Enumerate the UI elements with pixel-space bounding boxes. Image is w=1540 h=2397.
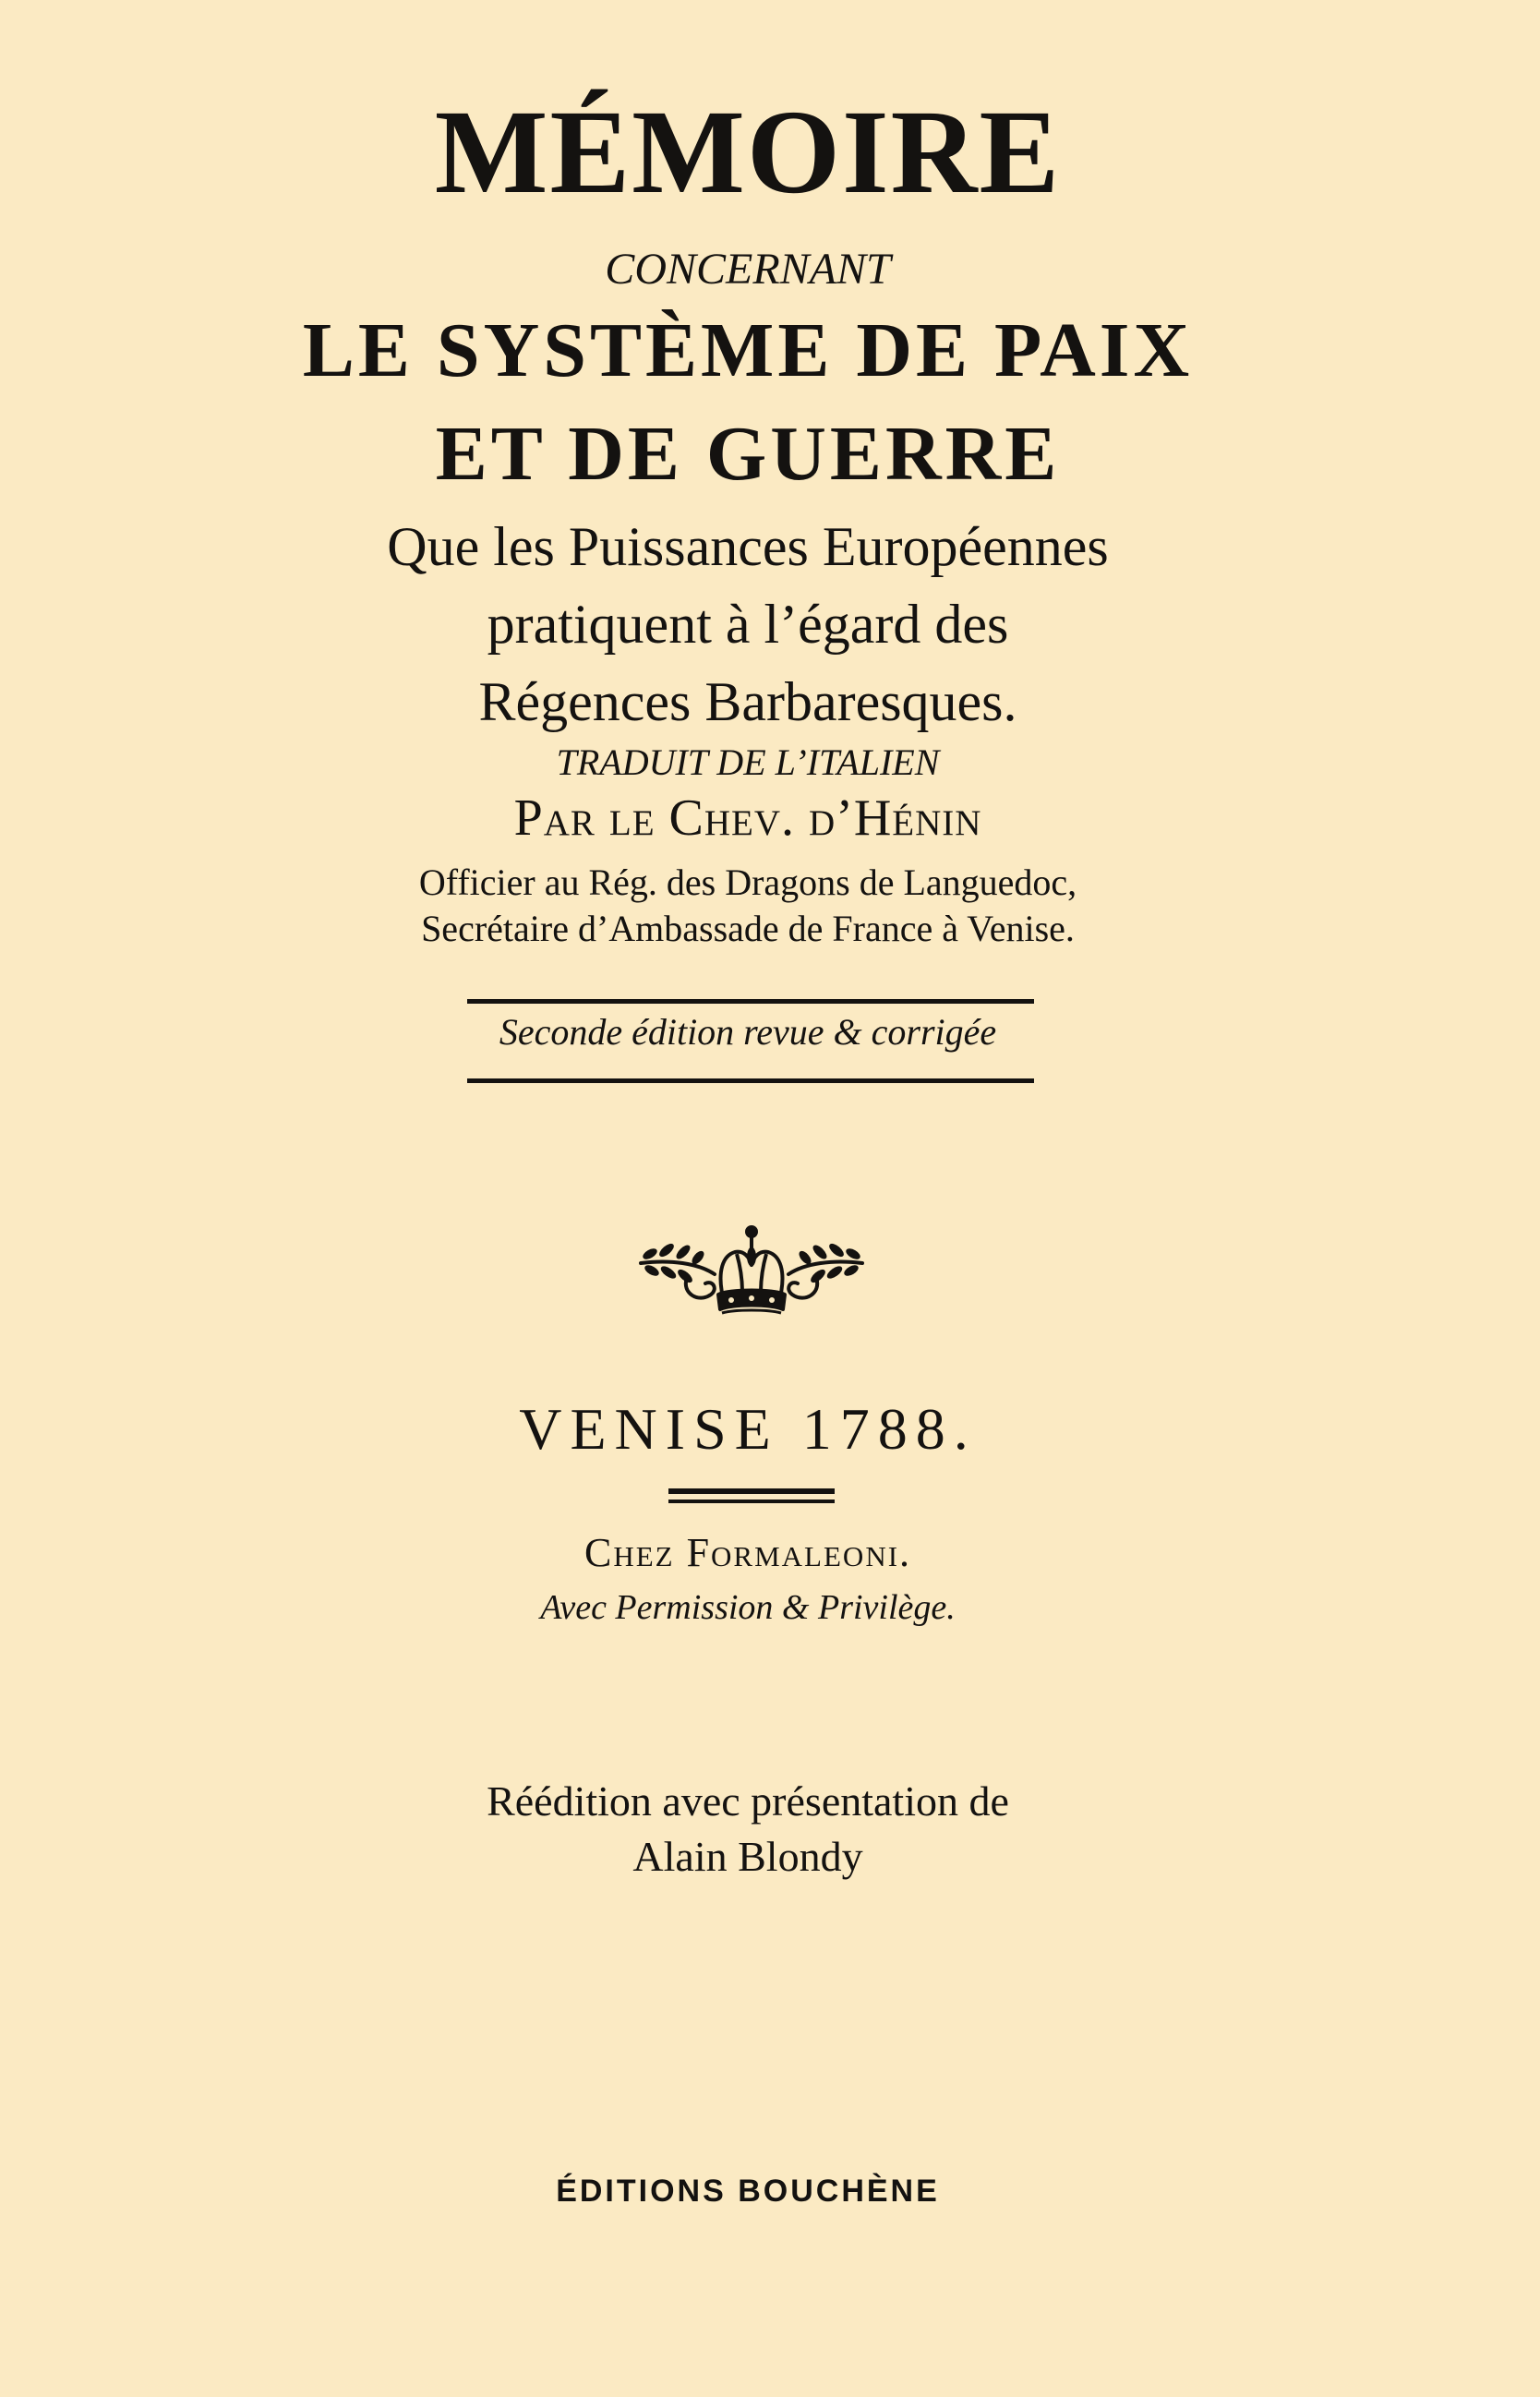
crown-with-laurel-fleuron-icon [633, 1221, 870, 1322]
translator-role-line-2: Secrétaire d’Ambassade de France à Venise. [421, 908, 1075, 949]
reedition-line-1: Réédition avec présentation de [487, 1777, 1009, 1825]
concernant-label: CONCERNANT [605, 245, 891, 294]
privilege-note: Avec Permission & Privilège. [540, 1588, 956, 1627]
description-line-2: pratiquent à l’égard des [487, 594, 1009, 655]
reedition-author: Alain Blondy [632, 1833, 863, 1880]
book-title: MÉMOIRE [434, 86, 1062, 219]
subtitle-line-2: ET DE GUERRE [435, 411, 1061, 497]
printer-name: Chez Formaleoni. [584, 1530, 912, 1575]
edition-rule-top [467, 999, 1034, 1004]
description-line-1: Que les Puissances Européennes [387, 516, 1109, 577]
double-rule-lower [668, 1500, 835, 1503]
edition-note: Seconde édition revue & corrigée [499, 1011, 997, 1053]
edition-rule-bottom [467, 1078, 1034, 1083]
subtitle-line-1: LE SYSTÈME DE PAIX [302, 307, 1194, 393]
double-rule-upper [668, 1488, 835, 1494]
translated-from-label: TRADUIT DE L’ITALIEN [556, 741, 940, 783]
place-and-date: VENISE 1788. [519, 1396, 977, 1462]
translator-role-line-1: Officier au Rég. des Dragons de Languedoc, [418, 861, 1077, 903]
translator-name: Par le Chev. d’Hénin [513, 789, 982, 847]
description-line-3: Régences Barbaresques. [478, 671, 1017, 732]
publisher-name: ÉDITIONS BOUCHÈNE [556, 2174, 940, 2209]
